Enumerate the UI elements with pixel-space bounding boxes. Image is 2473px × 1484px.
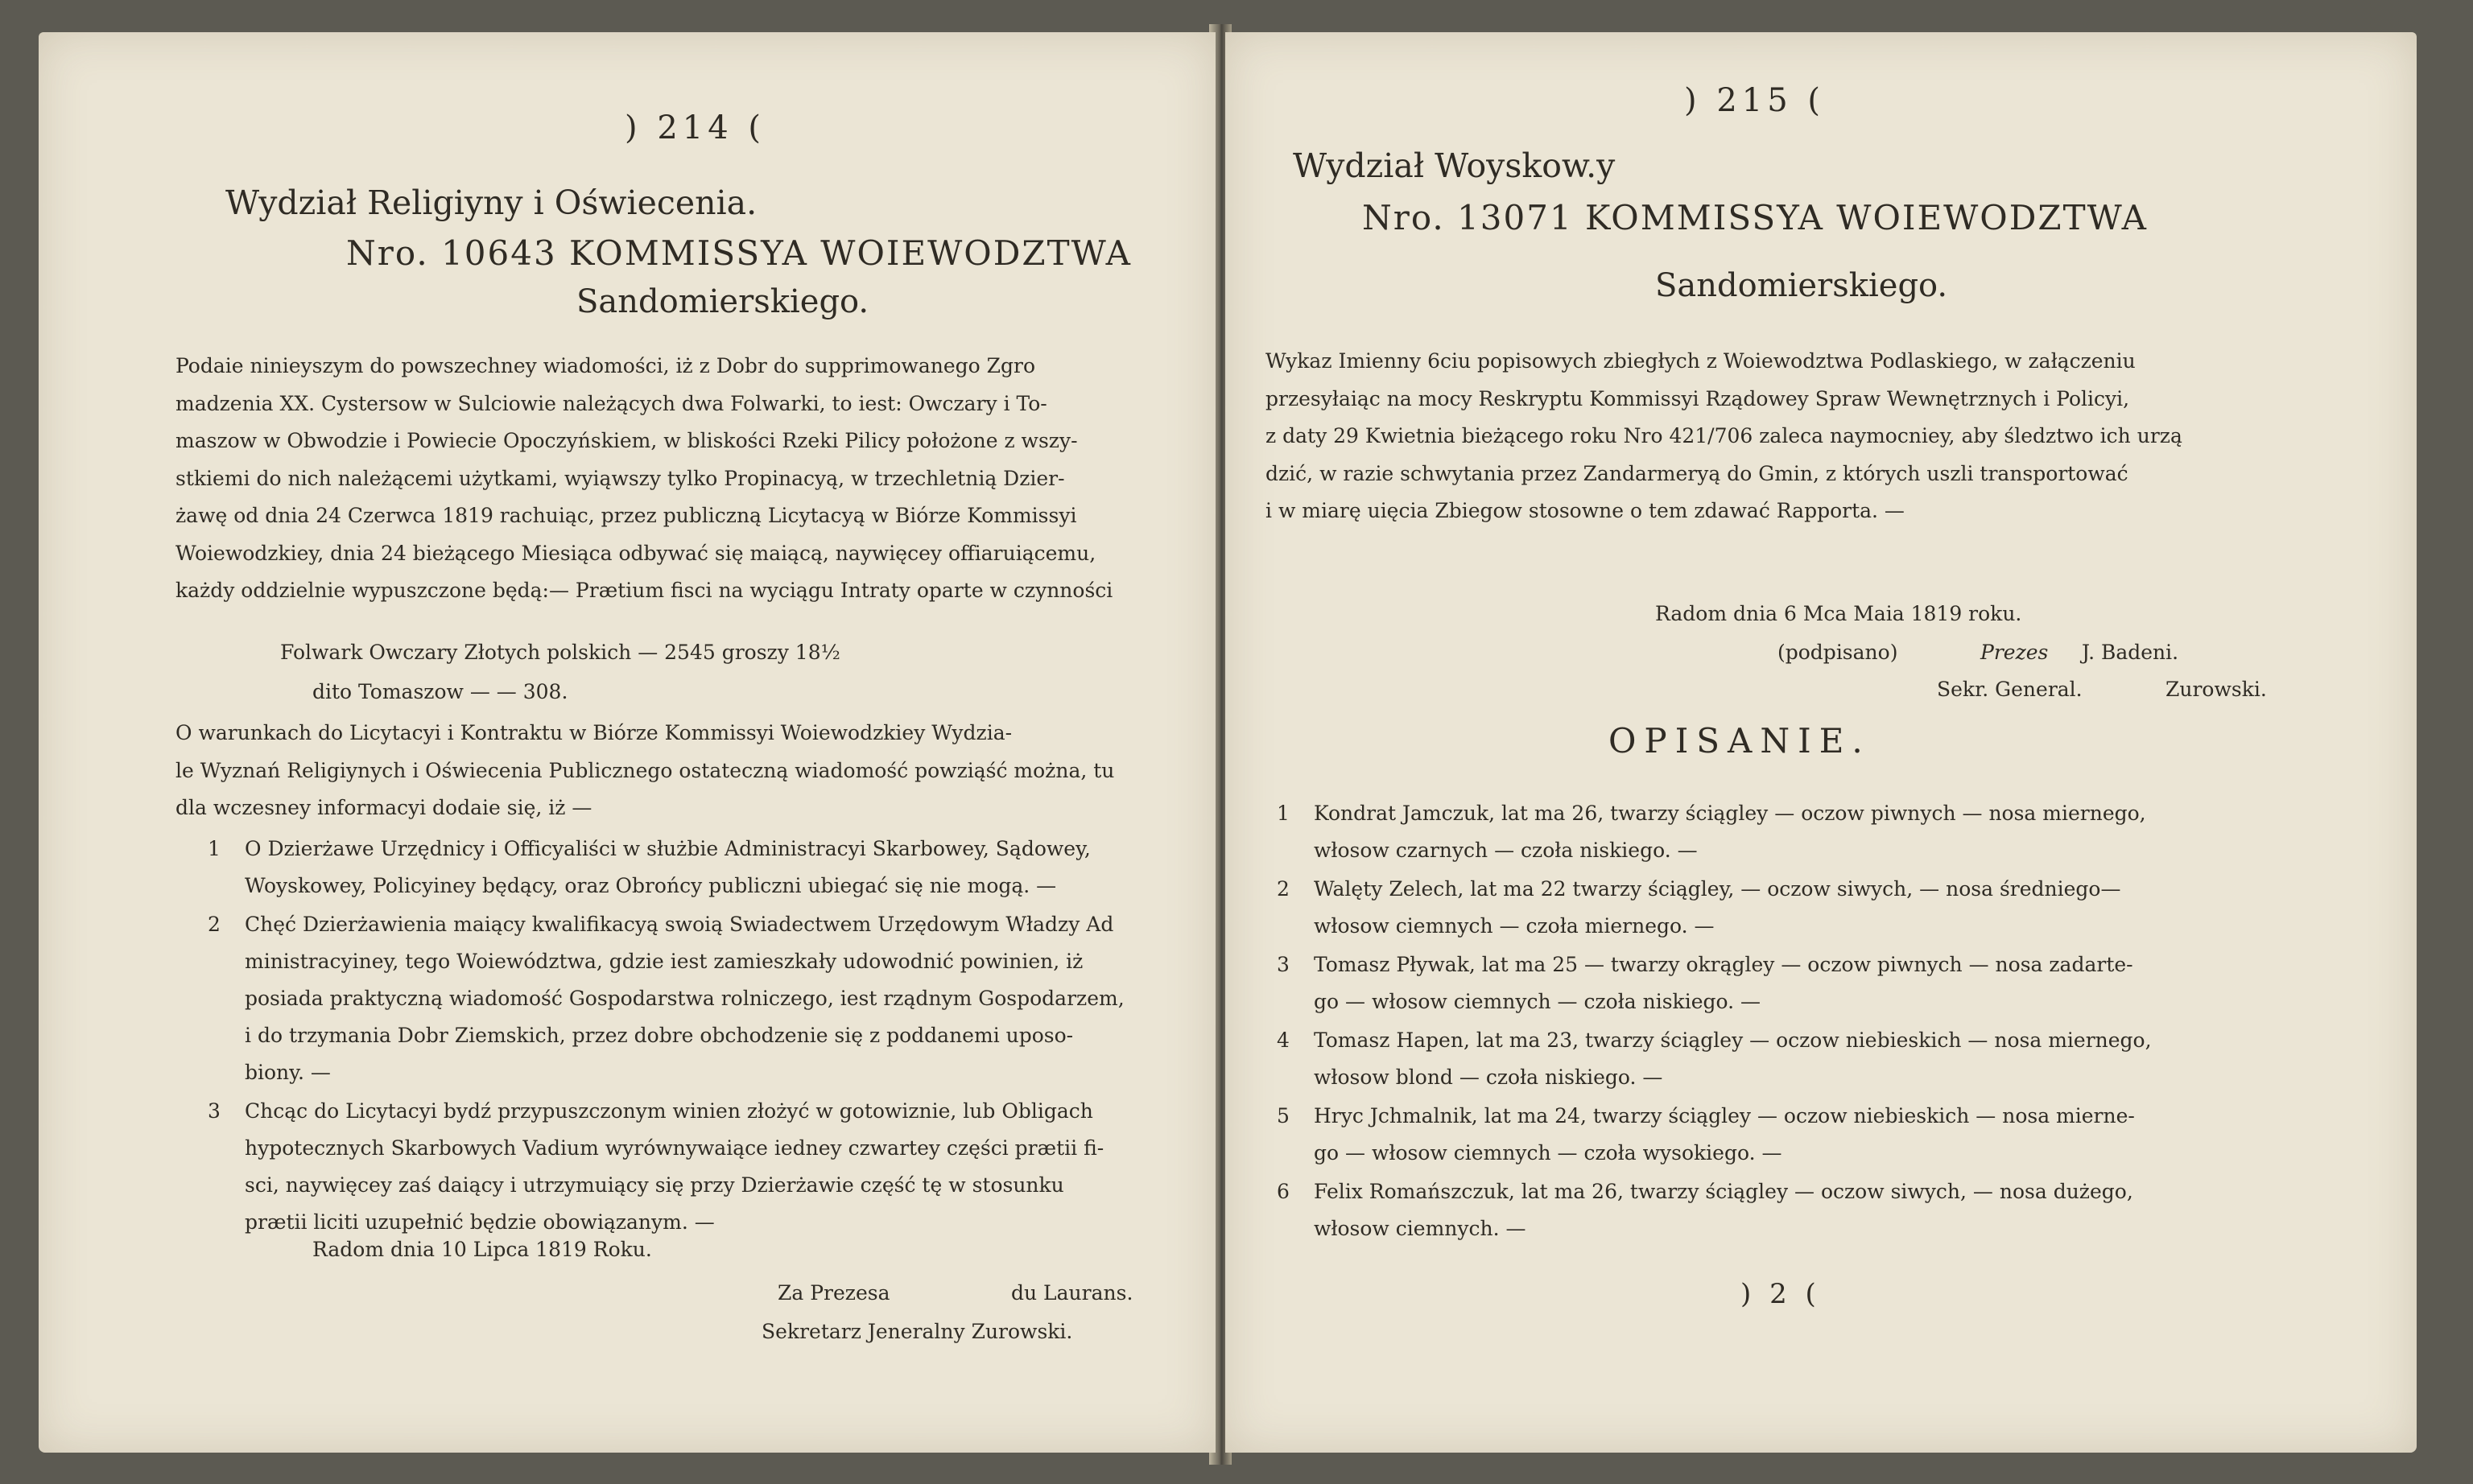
- prezes-name: J. Badeni.: [2082, 641, 2179, 664]
- item-line: Chęć Dzierżawienia maiący kwalifikacyą swoią Swiadectwem Urzędowym Władzy Ad: [245, 913, 1114, 936]
- signed-label: (podpisano): [1777, 641, 1898, 664]
- paragraph-line: i w miarę uięcia Zbiegow stosowne o tem zdawać Rapporta. —: [1265, 499, 1905, 522]
- paragraph-line: przesyłaiąc na mocy Reskryptu Kommissyi Rządowey Spraw Wewnętrznych i Policyi,: [1265, 386, 2130, 410]
- item-number: 2: [208, 913, 221, 936]
- item-line: posiada praktyczną wiadomość Gospodarstwa rolniczego, iest rządnym Gospodarzem,: [245, 987, 1125, 1010]
- item-line: Woyskowey, Policyiney będący, oraz Obrońcy publiczni ubiegać się nie mogą. —: [245, 874, 1057, 897]
- paragraph-line: Woiewodzkiey, dnia 24 bieżącego Miesiąca odbywać się maiącą, naywięcey offiaruiącemu,: [175, 541, 1096, 565]
- right-page: [1225, 32, 2417, 1453]
- decree-heading: Nro. 10643 KOMMISSYA WOIEWODZTWA: [346, 233, 1133, 273]
- paragraph-line: Podaie ninieyszym do powszechney wiadomości, iż z Dobr do supprimowanego Zgro: [175, 354, 1035, 377]
- decree-subheading: Sandomierskiego.: [576, 283, 869, 320]
- item-line: go — włosow ciemnych — czoła niskiego. —: [1314, 990, 1761, 1013]
- paragraph-line: dla wczesney informacyi dodaie się, iż —: [175, 796, 592, 819]
- item-line: Hryc Jchmalnik, lat ma 24, twarzy ściągley — oczow niebieskich — nosa mierne-: [1314, 1104, 2135, 1127]
- paragraph-line: stkiemi do nich należącemi użytkami, wyiąwszy tylko Propinacyą, w trzechletnią Dzier-: [175, 466, 1065, 490]
- item-line: biony. —: [245, 1061, 331, 1084]
- paragraph-announcement: [175, 348, 1113, 610]
- item-line: włosow ciemnych — czoła miernego. —: [1314, 914, 1715, 938]
- item-number: 3: [1277, 953, 1290, 976]
- item-line: O Dzierżawe Urzędnicy i Officyaliści w służbie Administracyi Skarbowey, Sądowey,: [245, 837, 1091, 860]
- signature-for: Za Prezesa: [778, 1281, 890, 1305]
- item-number: 3: [208, 1099, 221, 1123]
- item-line: Walęty Zelech, lat ma 22 twarzy ściągley, — oczow siwych, — nosa średniego—: [1314, 877, 2121, 901]
- paragraph-line: Wykaz Imienny 6ciu popisowych zbiegłych z Woiewodztwa Podlaskiego, w załączeniu: [1265, 349, 2136, 373]
- signature-name: du Laurans.: [1011, 1281, 1133, 1305]
- item-line: ministracyiney, tego Woiewództwa, gdzie iest zamieszkały udowodnić powinien, iż: [245, 950, 1084, 973]
- item-line: i do trzymania Dobr Ziemskich, przez dobre obchodzenie się z poddanemi uposo-: [245, 1024, 1074, 1047]
- item-number: 5: [1277, 1104, 1290, 1127]
- paragraph-line: le Wyznań Religiynych i Oświecenia Publicznego ostateczną wiadomość powziąść można, tu: [175, 758, 1115, 782]
- item-line: Felix Romańszczuk, lat ma 26, twarzy ściągley — oczow siwych, — nosa dużego,: [1314, 1180, 2133, 1203]
- item-line: Kondrat Jamczuk, lat ma 26, twarzy ściągley — oczow piwnych — nosa miernego,: [1314, 802, 2146, 825]
- signature-mark: ) 2 (: [1740, 1278, 1821, 1310]
- section-title: Wydział Religiyny i Oświecenia.: [225, 183, 758, 222]
- section-title: Wydział Woyskow.y: [1293, 146, 1616, 185]
- paragraph-line: maszow w Obwodzie i Powiecie Opoczyńskiem, w bliskości Rzeki Pilicy położone z wszy-: [175, 429, 1078, 452]
- decree-heading: Nro. 13071 KOMMISSYA WOIEWODZTWA: [1362, 198, 2149, 237]
- item-line: sci, naywięcey zaś daiący i utrzymuiący się przy Dzierżawie część tę w stosunku: [245, 1173, 1064, 1197]
- item-line: hypotecznych Skarbowych Vadium wyrównywaiące iedney czwartey części prætii fi-: [245, 1136, 1104, 1160]
- paragraph-line: żawę od dnia 24 Czerwca 1819 rachuiąc, przez publiczną Licytacyą w Biórze Kommissyi: [175, 504, 1077, 527]
- paragraph-line: madzenia XX. Cystersow w Sulciowie należących dwa Folwarki, to iest: Owczary i To-: [175, 391, 1047, 415]
- item-line: Chcąc do Licytacyi bydź przypuszczonym winien złożyć w gotowiznie, lub Obligach: [245, 1099, 1093, 1123]
- item-line: włosow blond — czoła niskiego. —: [1314, 1066, 1663, 1089]
- paragraph-line: dzić, w razie schwytania przez Zandarmeryą do Gmin, z których uszli transportować: [1265, 461, 2128, 485]
- item-line: włosow ciemnych. —: [1314, 1217, 1526, 1240]
- item-number: 6: [1277, 1180, 1290, 1203]
- item-line: Tomasz Hapen, lat ma 23, twarzy ściągley — oczow niebieskich — nosa miernego,: [1314, 1028, 2152, 1052]
- item-number: 1: [208, 837, 221, 860]
- item-line: włosow czarnych — czoła niskiego. —: [1314, 839, 1698, 862]
- item-line: go — włosow ciemnych — czoła wysokiego. —: [1314, 1141, 1782, 1165]
- price-line: Folwark Owczary Złotych polskich — 2545 groszy 18½: [280, 641, 840, 664]
- decree-subheading: Sandomierskiego.: [1655, 267, 1948, 304]
- price-line: dito Tomaszow — — 308.: [312, 680, 568, 703]
- item-number: 4: [1277, 1028, 1290, 1052]
- left-page: [39, 32, 1216, 1453]
- paragraph-conditions: [175, 715, 1114, 827]
- sekr-label: Sekr. General.: [1937, 678, 2083, 701]
- opisanie-title: OPISANIE.: [1608, 721, 1871, 761]
- item-line: prætii liciti uzupełnić będzie obowiązanym. —: [245, 1210, 715, 1234]
- page-number: ) 214 (: [625, 109, 766, 146]
- paragraph-line: każdy oddzielnie wypuszczone będą:— Prætium fisci na wyciągu Intraty oparte w czynności: [175, 579, 1113, 602]
- item-line: Tomasz Pływak, lat ma 25 — twarzy okrągley — oczow piwnych — nosa zadarte-: [1314, 953, 2133, 976]
- paragraph-line: z daty 29 Kwietnia bieżącego roku Nro 421/706 zaleca naymocniey, aby śledztwo ich urzą: [1265, 424, 2182, 447]
- date-line: Radom dnia 10 Lipca 1819 Roku.: [312, 1238, 652, 1261]
- item-number: 2: [1277, 877, 1290, 901]
- item-number: 1: [1277, 802, 1290, 825]
- page-number: ) 215 (: [1684, 82, 1825, 119]
- sekr-name: Zurowski.: [2165, 678, 2267, 701]
- paragraph-notice: [1265, 343, 2182, 530]
- date-line: Radom dnia 6 Mca Maia 1819 roku.: [1655, 602, 2022, 625]
- signature-title: Sekretarz Jeneralny Zurowski.: [762, 1320, 1073, 1343]
- paragraph-line: O warunkach do Licytacyi i Kontraktu w Biórze Kommissyi Woiewodzkiey Wydzia-: [175, 721, 1013, 744]
- prezes-label: Prezes: [1980, 641, 2049, 664]
